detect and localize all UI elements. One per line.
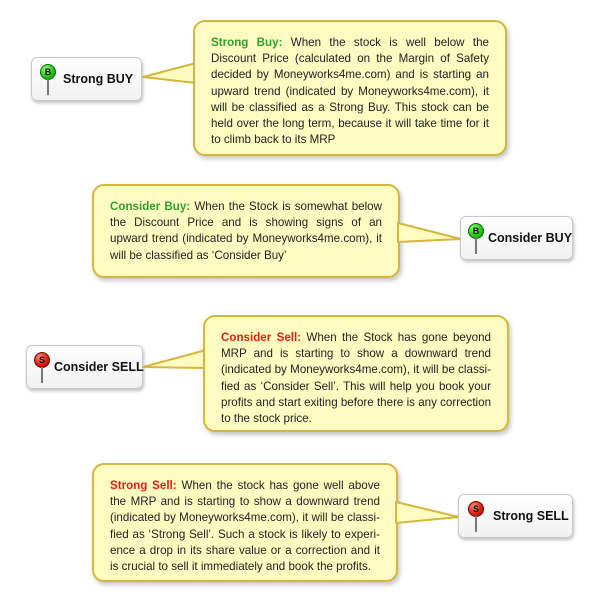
consider-sell-callout <box>203 315 509 432</box>
callout-pointer <box>395 495 465 535</box>
green-pushpin-icon <box>468 223 488 257</box>
strong-sell-badge <box>458 494 573 538</box>
callout-text: When the Stock has gone beyond MRP and is starting to show a downward trend (indicated by Moneyworks4me.com), it will be classi-fied as ‘Consider Sell’. This will help you book your profits and start exiting before there is any correction to the stock price. <box>221 331 492 426</box>
callout-pointer <box>140 338 210 378</box>
consider-buy-label: Consider BUY <box>488 231 573 245</box>
strong-buy-badge <box>31 57 142 101</box>
callout-text: When the stock is well below the Discount Price (calculated on the Margin of Safety decided by Moneyworks4me.com) and is starting an upward trend (indicated by Moneyworks4me.com), it will be classified as a Strong Buy. This stock can be held over the long term, because it will take time for it to climb back to its MRP <box>211 36 489 147</box>
pin-letter: S <box>34 352 50 368</box>
red-pushpin-icon <box>34 352 54 386</box>
callout-heading: Consider Buy: <box>110 200 195 213</box>
callout-heading: Strong Sell: <box>110 479 182 492</box>
green-pushpin-icon <box>40 64 60 98</box>
callout-heading: Strong Buy: <box>211 36 291 49</box>
callout-text: When the stock has gone well above the MRP and is starting to show a downward trend (indicated by Moneyworks4me.com), it will be classi-fied as ‘Strong Sell’. Such a stock is likely to experi-ence a drop in its share value or a correction and it is crucial to sell it immediately and book the profits. <box>110 479 380 574</box>
callout-text: When the Stock is somewhat below the Discount Price and is showing signs of an upward trend (indicated by Moneyworks4me.com), it will be classified as ‘Consider Buy’ <box>110 200 383 262</box>
strong-sell-label: Strong SELL <box>493 509 569 523</box>
consider-sell-label: Consider SELL <box>54 360 144 374</box>
callout-pointer <box>140 50 200 90</box>
callout-heading: Consider Sell: <box>221 331 307 344</box>
red-pushpin-icon <box>468 501 488 535</box>
pin-letter: B <box>468 223 484 239</box>
strong-sell-callout <box>92 463 398 582</box>
callout-pointer <box>397 215 467 255</box>
strong-buy-label: Strong BUY <box>63 72 134 86</box>
strong-buy-callout <box>193 20 507 156</box>
consider-sell-badge <box>26 345 143 389</box>
pin-letter: S <box>468 501 484 517</box>
pin-letter: B <box>40 64 56 80</box>
consider-buy-callout <box>92 184 400 278</box>
consider-buy-badge <box>460 216 573 260</box>
